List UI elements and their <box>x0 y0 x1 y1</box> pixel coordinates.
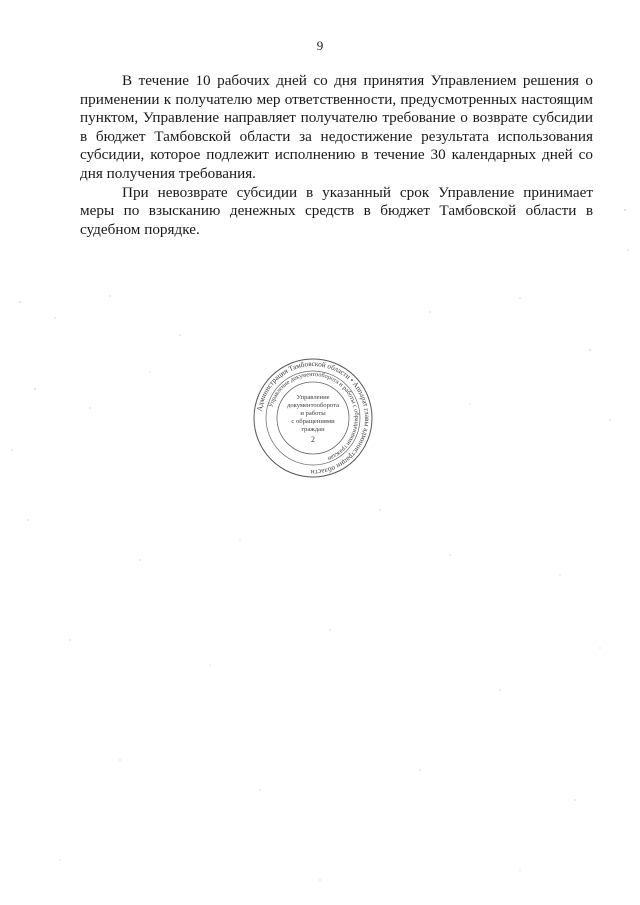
stamp-center-line-1: Управление <box>296 394 330 401</box>
paragraph-2: При невозврате субсидии в указанный срок Управление принимает меры по взысканию денежных средств в бюджет Тамбовской области в судебном порядке. <box>80 183 593 238</box>
stamp-center-line-5: граждан <box>301 426 325 433</box>
stamp-number: 2 <box>311 435 315 444</box>
stamp-center-line-2: документооборота <box>286 402 340 409</box>
page-number: 9 <box>316 38 324 53</box>
stamp-outer-text: Администрация Тамбовской области • Аппарат главы администрации области <box>255 359 372 477</box>
stamp-inner-text: Управление документооборота и работы с обращениями граждан <box>267 370 361 463</box>
stamp-center-line-3: и работы <box>300 410 326 417</box>
stamp-center-line-4: с обращениями <box>291 418 335 425</box>
paragraph-1: В течение 10 рабочих дней со дня принятия Управлением решения о применении к получателю мер ответственности, предусмотренных настоящим пунктом, Управление направляет получателю требование о возврате субсидии в бюджет Тамбовской области за недостижение результата использования субсидии, которое подлежит исполнению в течение 30 календарных дней со дня получения требования. <box>80 72 593 182</box>
official-stamp <box>252 357 374 479</box>
document-body <box>80 72 593 239</box>
